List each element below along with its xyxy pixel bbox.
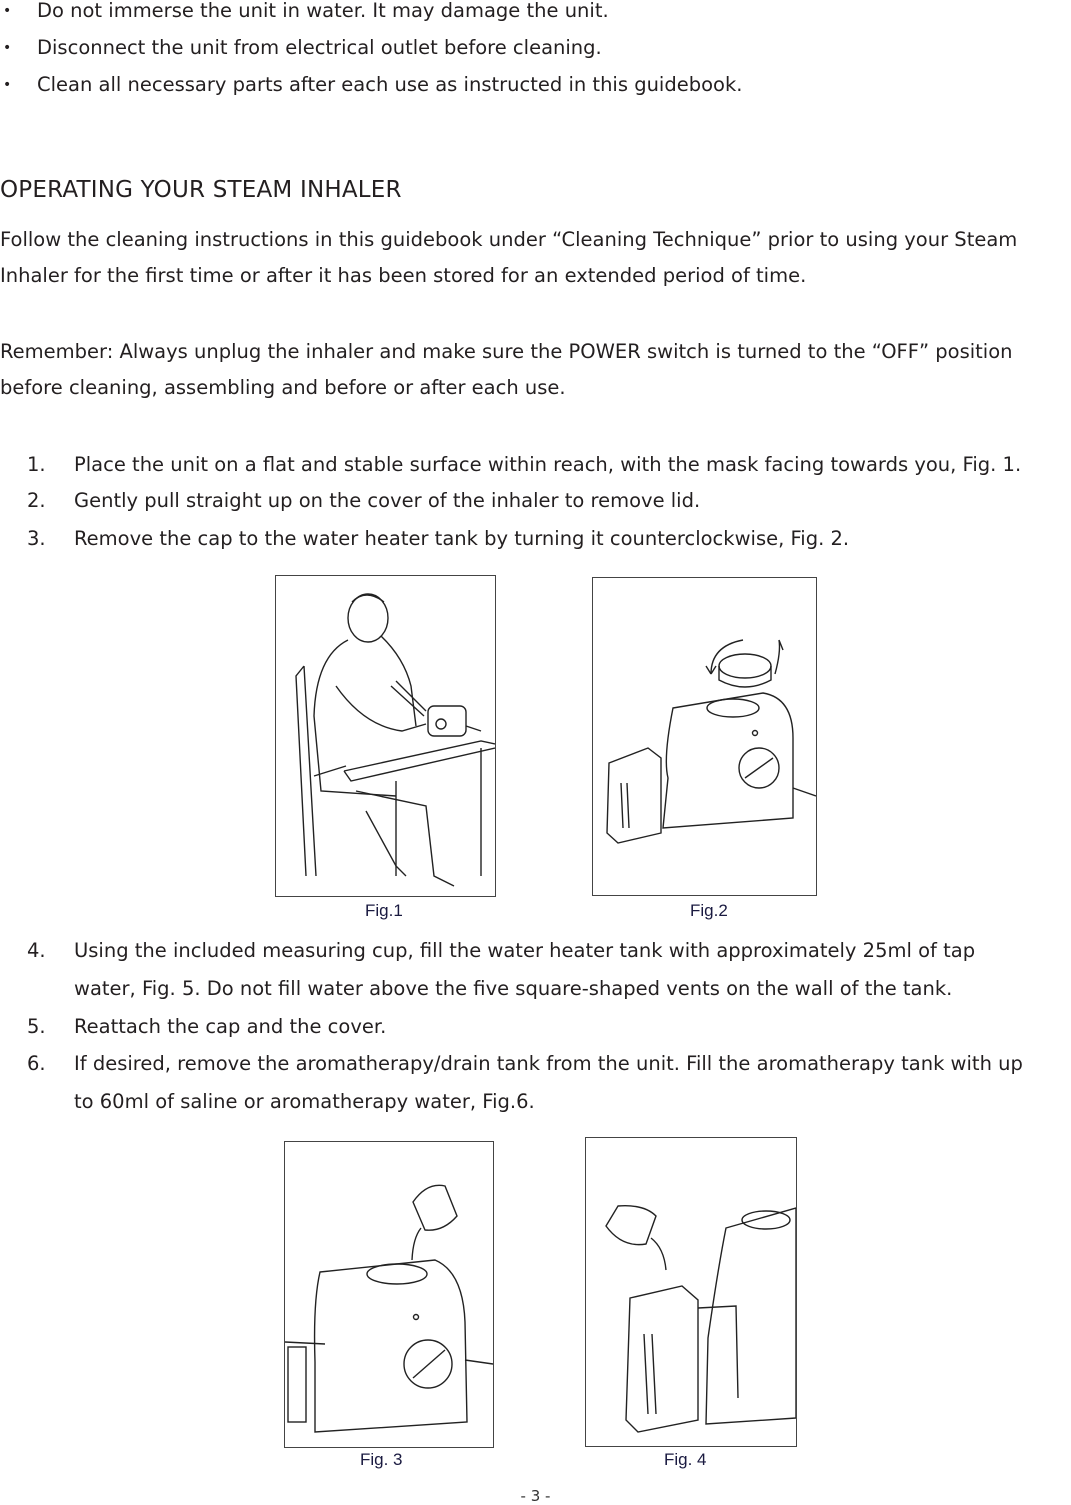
step-number: 6. (27, 1052, 46, 1075)
step-text-line-2: to 60ml of saline or aromatherapy water, Fig.6. (74, 1090, 535, 1113)
fill-aroma-tank-illustration (586, 1138, 796, 1446)
bullet-marker: • (3, 40, 12, 56)
step-number: 2. (27, 489, 46, 512)
step-text: Remove the cap to the water heater tank by turning it counterclockwise, Fig. 2. (74, 527, 850, 550)
bullet-marker: • (3, 77, 12, 93)
remember-line-2: before cleaning, assembling and before or after each use. (0, 376, 566, 399)
figure-3-fill-water-tank (284, 1141, 494, 1448)
step-text-line-1: Using the included measuring cup, fill the water heater tank with approximately 25ml of tap (74, 939, 976, 962)
bullet-text: Disconnect the unit from electrical outlet before cleaning. (37, 36, 602, 59)
page-number: - 3 - (520, 1487, 551, 1505)
figure-4-label: Fig. 4 (664, 1450, 707, 1469)
figure-1-person-using-inhaler (275, 575, 496, 897)
step-text: Gently pull straight up on the cover of the inhaler to remove lid. (74, 489, 701, 512)
step-number: 4. (27, 939, 46, 962)
figure-4-fill-aroma-tank (585, 1137, 797, 1447)
bullet-text: Do not immerse the unit in water. It may damage the unit. (37, 0, 609, 22)
intro-line-2: Inhaler for the first time or after it has been stored for an extended period of time. (0, 264, 807, 287)
step-number: 3. (27, 527, 46, 550)
step-text-line-1: If desired, remove the aromatherapy/drain tank from the unit. Fill the aromatherapy tank with up (74, 1052, 1023, 1075)
fill-water-tank-illustration (285, 1142, 493, 1447)
step-text-line-2: water, Fig. 5. Do not fill water above the five square-shaped vents on the wall of the tank. (74, 977, 953, 1000)
figure-2-label: Fig.2 (690, 901, 728, 920)
figure-1-label: Fig.1 (365, 901, 403, 920)
step-number: 1. (27, 453, 46, 476)
remove-cap-illustration (593, 578, 816, 895)
step-text: Place the unit on a flat and stable surface within reach, with the mask facing towards you, Fig. 1. (74, 453, 1022, 476)
bullet-text: Clean all necessary parts after each use as instructed in this guidebook. (37, 73, 743, 96)
remember-line-1: Remember: Always unplug the inhaler and make sure the POWER switch is turned to the “OFF” position (0, 340, 1013, 363)
person-at-table-illustration (276, 576, 495, 896)
figure-2-remove-cap (592, 577, 817, 896)
step-text-line-1: Reattach the cap and the cover. (74, 1015, 387, 1038)
intro-line-1: Follow the cleaning instructions in this guidebook under “Cleaning Technique” prior to using your Steam (0, 228, 1018, 251)
step-number: 5. (27, 1015, 46, 1038)
bullet-marker: • (3, 3, 12, 19)
figure-3-label: Fig. 3 (360, 1450, 403, 1469)
section-title: OPERATING YOUR STEAM INHALER (0, 177, 402, 203)
